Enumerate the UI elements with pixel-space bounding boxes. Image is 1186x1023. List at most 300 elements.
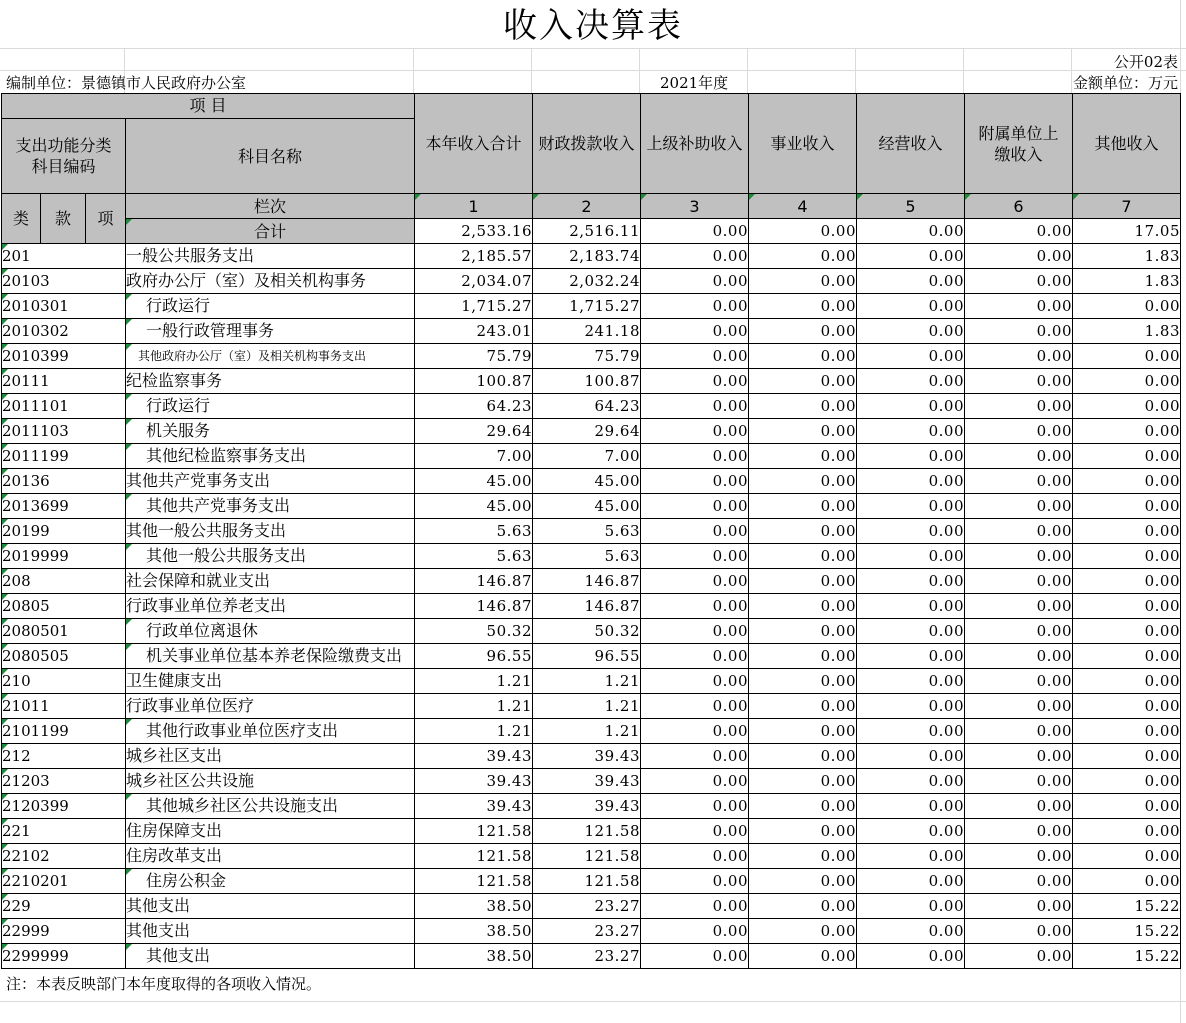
table-row bbox=[2, 419, 1181, 444]
col-number: 7 bbox=[1073, 194, 1181, 219]
row-value: 0.00 bbox=[641, 294, 749, 319]
footnote: 注：本表反映部门本年度取得的各项收入情况。 bbox=[6, 975, 322, 993]
total-label: 合计 bbox=[126, 219, 415, 244]
row-value: 38.50 bbox=[415, 894, 533, 919]
row-code: 2120399 bbox=[2, 794, 126, 819]
row-name: 一般行政管理事务 bbox=[126, 319, 415, 344]
row-value: 0.00 bbox=[857, 294, 965, 319]
row-value: 0.00 bbox=[1073, 369, 1181, 394]
table-row bbox=[2, 944, 1181, 969]
row-value: 50.32 bbox=[533, 619, 641, 644]
row-value: 1.21 bbox=[533, 669, 641, 694]
row-code: 2011103 bbox=[2, 419, 126, 444]
row-value: 0.00 bbox=[641, 444, 749, 469]
row-value: 0.00 bbox=[641, 319, 749, 344]
header-lei: 类 bbox=[2, 194, 41, 244]
row-value: 1,715.27 bbox=[415, 294, 533, 319]
row-value: 0.00 bbox=[857, 619, 965, 644]
header-col-operating: 经营收入 bbox=[857, 94, 965, 194]
row-value: 0.00 bbox=[749, 344, 857, 369]
row-value: 0.00 bbox=[965, 819, 1073, 844]
row-value: 39.43 bbox=[415, 794, 533, 819]
row-value: 0.00 bbox=[965, 944, 1073, 969]
header-xiang: 项 bbox=[86, 194, 126, 244]
row-value: 1.83 bbox=[1073, 244, 1181, 269]
row-value: 0.00 bbox=[965, 544, 1073, 569]
row-value: 0.00 bbox=[965, 394, 1073, 419]
gridline bbox=[531, 48, 532, 93]
row-value: 0.00 bbox=[857, 894, 965, 919]
row-name: 其他政府办公厅（室）及相关机构事务支出 bbox=[126, 344, 415, 369]
row-value: 0.00 bbox=[965, 444, 1073, 469]
row-value: 23.27 bbox=[533, 894, 641, 919]
row-value: 0.00 bbox=[965, 619, 1073, 644]
row-value: 0.00 bbox=[641, 244, 749, 269]
row-name: 其他共产党事务支出 bbox=[126, 494, 415, 519]
row-value: 2,185.57 bbox=[415, 244, 533, 269]
table-row bbox=[2, 344, 1181, 369]
table-row bbox=[2, 744, 1181, 769]
row-code: 229 bbox=[2, 894, 126, 919]
row-value: 0.00 bbox=[749, 869, 857, 894]
row-value: 23.27 bbox=[533, 944, 641, 969]
row-code: 21011 bbox=[2, 694, 126, 719]
row-value: 0.00 bbox=[1073, 619, 1181, 644]
row-value: 39.43 bbox=[533, 794, 641, 819]
row-code: 2010301 bbox=[2, 294, 126, 319]
total-value: 0.00 bbox=[641, 219, 749, 244]
row-code: 2013699 bbox=[2, 494, 126, 519]
table-row bbox=[2, 794, 1181, 819]
row-value: 0.00 bbox=[749, 319, 857, 344]
row-value: 0.00 bbox=[749, 719, 857, 744]
row-value: 5.63 bbox=[533, 544, 641, 569]
row-code: 2010302 bbox=[2, 319, 126, 344]
row-code: 21203 bbox=[2, 769, 126, 794]
row-code: 208 bbox=[2, 569, 126, 594]
row-value: 0.00 bbox=[749, 519, 857, 544]
row-code: 2019999 bbox=[2, 544, 126, 569]
row-value: 0.00 bbox=[749, 944, 857, 969]
gridline bbox=[0, 48, 1186, 49]
row-value: 0.00 bbox=[965, 469, 1073, 494]
row-value: 50.32 bbox=[415, 619, 533, 644]
row-value: 0.00 bbox=[641, 369, 749, 394]
row-value: 0.00 bbox=[965, 644, 1073, 669]
table-row bbox=[2, 844, 1181, 869]
row-value: 0.00 bbox=[965, 319, 1073, 344]
total-value: 0.00 bbox=[749, 219, 857, 244]
row-value: 0.00 bbox=[1073, 769, 1181, 794]
table-row bbox=[2, 769, 1181, 794]
row-value: 0.00 bbox=[857, 769, 965, 794]
row-name: 行政单位离退休 bbox=[126, 619, 415, 644]
row-value: 0.00 bbox=[1073, 844, 1181, 869]
row-value: 0.00 bbox=[857, 819, 965, 844]
table-row bbox=[2, 319, 1181, 344]
row-value: 0.00 bbox=[641, 594, 749, 619]
row-code: 210 bbox=[2, 669, 126, 694]
row-value: 0.00 bbox=[965, 894, 1073, 919]
row-value: 0.00 bbox=[857, 869, 965, 894]
row-value: 0.00 bbox=[1073, 719, 1181, 744]
row-value: 0.00 bbox=[965, 269, 1073, 294]
row-value: 15.22 bbox=[1073, 919, 1181, 944]
row-value: 0.00 bbox=[641, 944, 749, 969]
table-row bbox=[2, 469, 1181, 494]
gridline bbox=[413, 48, 414, 93]
row-value: 39.43 bbox=[415, 744, 533, 769]
row-value: 7.00 bbox=[533, 444, 641, 469]
table-row bbox=[2, 819, 1181, 844]
row-value: 0.00 bbox=[641, 844, 749, 869]
row-value: 64.23 bbox=[415, 394, 533, 419]
table-row bbox=[2, 519, 1181, 544]
row-name: 行政事业单位养老支出 bbox=[126, 594, 415, 619]
row-value: 0.00 bbox=[749, 569, 857, 594]
col-number: 3 bbox=[641, 194, 749, 219]
table-row bbox=[2, 244, 1181, 269]
row-value: 0.00 bbox=[641, 819, 749, 844]
row-code: 20199 bbox=[2, 519, 126, 544]
row-value: 0.00 bbox=[857, 469, 965, 494]
fiscal-year: 2021年度 bbox=[660, 74, 729, 92]
row-value: 0.00 bbox=[641, 544, 749, 569]
row-value: 0.00 bbox=[857, 244, 965, 269]
total-value: 17.05 bbox=[1073, 219, 1181, 244]
row-value: 0.00 bbox=[641, 719, 749, 744]
col-number: 4 bbox=[749, 194, 857, 219]
row-value: 0.00 bbox=[749, 269, 857, 294]
row-code: 221 bbox=[2, 819, 126, 844]
row-value: 45.00 bbox=[415, 494, 533, 519]
row-value: 1.21 bbox=[533, 719, 641, 744]
row-value: 0.00 bbox=[857, 319, 965, 344]
row-name: 城乡社区公共设施 bbox=[126, 769, 415, 794]
income-table bbox=[1, 93, 1181, 969]
row-value: 0.00 bbox=[1073, 744, 1181, 769]
form-number: 公开02表 bbox=[1113, 53, 1178, 71]
row-name: 行政运行 bbox=[126, 294, 415, 319]
row-value: 0.00 bbox=[965, 519, 1073, 544]
row-value: 0.00 bbox=[965, 244, 1073, 269]
row-value: 0.00 bbox=[857, 344, 965, 369]
row-value: 0.00 bbox=[641, 744, 749, 769]
table-row bbox=[2, 894, 1181, 919]
row-value: 241.18 bbox=[533, 319, 641, 344]
row-value: 0.00 bbox=[1073, 544, 1181, 569]
row-value: 45.00 bbox=[533, 469, 641, 494]
row-name: 其他支出 bbox=[126, 919, 415, 944]
row-value: 0.00 bbox=[965, 669, 1073, 694]
row-value: 0.00 bbox=[965, 369, 1073, 394]
row-value: 0.00 bbox=[965, 794, 1073, 819]
row-value: 5.63 bbox=[415, 544, 533, 569]
row-code: 2011101 bbox=[2, 394, 126, 419]
row-value: 0.00 bbox=[749, 919, 857, 944]
table-row bbox=[2, 569, 1181, 594]
row-code: 201 bbox=[2, 244, 126, 269]
col-number: 6 bbox=[965, 194, 1073, 219]
row-value: 39.43 bbox=[415, 769, 533, 794]
row-value: 0.00 bbox=[857, 394, 965, 419]
gridline bbox=[1071, 48, 1072, 93]
row-value: 100.87 bbox=[533, 369, 641, 394]
row-value: 1.21 bbox=[533, 694, 641, 719]
gridline bbox=[747, 48, 748, 93]
table-row bbox=[2, 719, 1181, 744]
row-value: 0.00 bbox=[857, 744, 965, 769]
row-name: 机关事业单位基本养老保险缴费支出 bbox=[126, 644, 415, 669]
row-value: 0.00 bbox=[857, 269, 965, 294]
gridline bbox=[963, 48, 964, 93]
row-value: 0.00 bbox=[857, 519, 965, 544]
row-name: 住房改革支出 bbox=[126, 844, 415, 869]
row-value: 1.21 bbox=[415, 669, 533, 694]
row-value: 0.00 bbox=[857, 419, 965, 444]
table-row bbox=[2, 444, 1181, 469]
row-value: 0.00 bbox=[857, 494, 965, 519]
row-value: 39.43 bbox=[533, 744, 641, 769]
row-code: 2011199 bbox=[2, 444, 126, 469]
row-value: 0.00 bbox=[1073, 694, 1181, 719]
total-value: 0.00 bbox=[965, 219, 1073, 244]
row-value: 96.55 bbox=[415, 644, 533, 669]
row-value: 38.50 bbox=[415, 944, 533, 969]
gridline bbox=[639, 48, 640, 93]
row-value: 0.00 bbox=[641, 269, 749, 294]
row-value: 243.01 bbox=[415, 319, 533, 344]
row-value: 121.58 bbox=[415, 844, 533, 869]
total-value: 2,516.11 bbox=[533, 219, 641, 244]
row-value: 45.00 bbox=[415, 469, 533, 494]
header-item: 项 目 bbox=[2, 94, 415, 119]
row-value: 7.00 bbox=[415, 444, 533, 469]
row-code: 20805 bbox=[2, 594, 126, 619]
header-col-other: 其他收入 bbox=[1073, 94, 1181, 194]
row-value: 0.00 bbox=[1073, 419, 1181, 444]
header-name-label: 科目名称 bbox=[126, 119, 415, 194]
organization-label: 编制单位：景德镇市人民政府办公室 bbox=[6, 74, 247, 92]
row-value: 0.00 bbox=[1073, 669, 1181, 694]
row-value: 0.00 bbox=[749, 369, 857, 394]
row-value: 0.00 bbox=[749, 744, 857, 769]
row-value: 0.00 bbox=[749, 294, 857, 319]
row-value: 0.00 bbox=[641, 894, 749, 919]
row-value: 15.22 bbox=[1073, 944, 1181, 969]
row-name: 行政事业单位医疗 bbox=[126, 694, 415, 719]
row-value: 0.00 bbox=[749, 469, 857, 494]
row-name: 住房公积金 bbox=[126, 869, 415, 894]
row-name: 一般公共服务支出 bbox=[126, 244, 415, 269]
row-value: 0.00 bbox=[749, 244, 857, 269]
row-value: 0.00 bbox=[857, 594, 965, 619]
row-value: 75.79 bbox=[415, 344, 533, 369]
row-value: 0.00 bbox=[857, 369, 965, 394]
row-value: 0.00 bbox=[749, 844, 857, 869]
row-code: 2080501 bbox=[2, 619, 126, 644]
row-name: 其他支出 bbox=[126, 944, 415, 969]
table-row bbox=[2, 594, 1181, 619]
row-code: 2299999 bbox=[2, 944, 126, 969]
row-value: 0.00 bbox=[857, 944, 965, 969]
table-row bbox=[2, 544, 1181, 569]
row-value: 0.00 bbox=[641, 794, 749, 819]
row-value: 0.00 bbox=[1073, 444, 1181, 469]
row-value: 0.00 bbox=[749, 619, 857, 644]
row-value: 29.64 bbox=[533, 419, 641, 444]
row-code: 2010399 bbox=[2, 344, 126, 369]
row-code: 20111 bbox=[2, 369, 126, 394]
row-value: 1,715.27 bbox=[533, 294, 641, 319]
row-value: 0.00 bbox=[965, 419, 1073, 444]
row-value: 0.00 bbox=[641, 494, 749, 519]
header-col-superior: 上级补助收入 bbox=[641, 94, 749, 194]
row-value: 0.00 bbox=[1073, 344, 1181, 369]
row-value: 2,183.74 bbox=[533, 244, 641, 269]
row-value: 0.00 bbox=[641, 694, 749, 719]
row-value: 0.00 bbox=[641, 569, 749, 594]
table-row bbox=[2, 269, 1181, 294]
row-name: 其他城乡社区公共设施支出 bbox=[126, 794, 415, 819]
row-value: 0.00 bbox=[641, 469, 749, 494]
row-value: 0.00 bbox=[1073, 644, 1181, 669]
table-row bbox=[2, 669, 1181, 694]
row-value: 0.00 bbox=[749, 394, 857, 419]
row-value: 5.63 bbox=[533, 519, 641, 544]
row-value: 0.00 bbox=[857, 919, 965, 944]
row-value: 0.00 bbox=[965, 294, 1073, 319]
row-value: 0.00 bbox=[641, 669, 749, 694]
col-number: 1 bbox=[415, 194, 533, 219]
row-value: 0.00 bbox=[749, 769, 857, 794]
row-value: 1.83 bbox=[1073, 269, 1181, 294]
row-value: 121.58 bbox=[533, 819, 641, 844]
row-value: 0.00 bbox=[965, 844, 1073, 869]
row-name: 城乡社区支出 bbox=[126, 744, 415, 769]
row-value: 121.58 bbox=[533, 869, 641, 894]
table-row bbox=[2, 694, 1181, 719]
row-value: 64.23 bbox=[533, 394, 641, 419]
row-value: 0.00 bbox=[749, 444, 857, 469]
row-code: 2101199 bbox=[2, 719, 126, 744]
row-value: 2,032.24 bbox=[533, 269, 641, 294]
row-value: 0.00 bbox=[749, 794, 857, 819]
row-value: 0.00 bbox=[1073, 394, 1181, 419]
row-value: 146.87 bbox=[415, 594, 533, 619]
row-value: 0.00 bbox=[749, 544, 857, 569]
row-value: 0.00 bbox=[857, 844, 965, 869]
table-row bbox=[2, 644, 1181, 669]
row-code: 22102 bbox=[2, 844, 126, 869]
row-value: 0.00 bbox=[641, 644, 749, 669]
row-value: 0.00 bbox=[749, 694, 857, 719]
row-code: 2080505 bbox=[2, 644, 126, 669]
row-value: 0.00 bbox=[857, 694, 965, 719]
row-name: 其他共产党事务支出 bbox=[126, 469, 415, 494]
row-value: 45.00 bbox=[533, 494, 641, 519]
col-number: 5 bbox=[857, 194, 965, 219]
header-kuan: 款 bbox=[41, 194, 86, 244]
row-value: 121.58 bbox=[415, 819, 533, 844]
gridline bbox=[855, 48, 856, 93]
row-name: 其他支出 bbox=[126, 894, 415, 919]
row-value: 0.00 bbox=[857, 669, 965, 694]
header-col-business: 事业收入 bbox=[749, 94, 857, 194]
header-lanci: 栏次 bbox=[126, 194, 415, 219]
row-value: 0.00 bbox=[1073, 494, 1181, 519]
header-col-affiliate: 附属单位上缴收入 bbox=[965, 94, 1073, 194]
table-row bbox=[2, 869, 1181, 894]
page-title: 收入决算表 bbox=[503, 6, 683, 46]
row-value: 146.87 bbox=[533, 569, 641, 594]
row-value: 0.00 bbox=[749, 894, 857, 919]
row-value: 96.55 bbox=[533, 644, 641, 669]
table-row bbox=[2, 619, 1181, 644]
row-value: 0.00 bbox=[857, 544, 965, 569]
row-value: 0.00 bbox=[857, 719, 965, 744]
row-value: 0.00 bbox=[641, 419, 749, 444]
row-code: 20136 bbox=[2, 469, 126, 494]
row-value: 0.00 bbox=[749, 669, 857, 694]
amount-unit: 金额单位：万元 bbox=[1072, 74, 1178, 92]
row-value: 0.00 bbox=[749, 494, 857, 519]
row-value: 2,034.07 bbox=[415, 269, 533, 294]
total-value: 0.00 bbox=[857, 219, 965, 244]
row-value: 38.50 bbox=[415, 919, 533, 944]
row-value: 100.87 bbox=[415, 369, 533, 394]
gridline bbox=[0, 1001, 1186, 1002]
header-col-total: 本年收入合计 bbox=[415, 94, 533, 194]
row-value: 0.00 bbox=[965, 919, 1073, 944]
table-row bbox=[2, 369, 1181, 394]
row-code: 212 bbox=[2, 744, 126, 769]
row-value: 0.00 bbox=[1073, 869, 1181, 894]
col-number: 2 bbox=[533, 194, 641, 219]
row-value: 0.00 bbox=[965, 869, 1073, 894]
row-value: 0.00 bbox=[965, 769, 1073, 794]
row-value: 0.00 bbox=[641, 869, 749, 894]
row-value: 0.00 bbox=[641, 619, 749, 644]
row-value: 0.00 bbox=[641, 394, 749, 419]
row-value: 0.00 bbox=[857, 794, 965, 819]
header-col-fiscal: 财政拨款收入 bbox=[533, 94, 641, 194]
row-name: 其他一般公共服务支出 bbox=[126, 544, 415, 569]
row-value: 1.21 bbox=[415, 719, 533, 744]
row-name: 纪检监察事务 bbox=[126, 369, 415, 394]
row-value: 39.43 bbox=[533, 769, 641, 794]
row-value: 1.83 bbox=[1073, 319, 1181, 344]
row-value: 0.00 bbox=[965, 569, 1073, 594]
row-value: 0.00 bbox=[749, 644, 857, 669]
row-code: 22999 bbox=[2, 919, 126, 944]
row-value: 29.64 bbox=[415, 419, 533, 444]
row-name: 行政运行 bbox=[126, 394, 415, 419]
row-value: 0.00 bbox=[1073, 294, 1181, 319]
row-value: 0.00 bbox=[965, 594, 1073, 619]
row-value: 5.63 bbox=[415, 519, 533, 544]
row-value: 0.00 bbox=[1073, 469, 1181, 494]
row-value: 0.00 bbox=[965, 719, 1073, 744]
row-value: 0.00 bbox=[641, 919, 749, 944]
row-name: 机关服务 bbox=[126, 419, 415, 444]
row-value: 121.58 bbox=[415, 869, 533, 894]
row-value: 0.00 bbox=[749, 594, 857, 619]
table-row bbox=[2, 394, 1181, 419]
table-row bbox=[2, 919, 1181, 944]
row-value: 0.00 bbox=[1073, 519, 1181, 544]
row-value: 0.00 bbox=[749, 419, 857, 444]
